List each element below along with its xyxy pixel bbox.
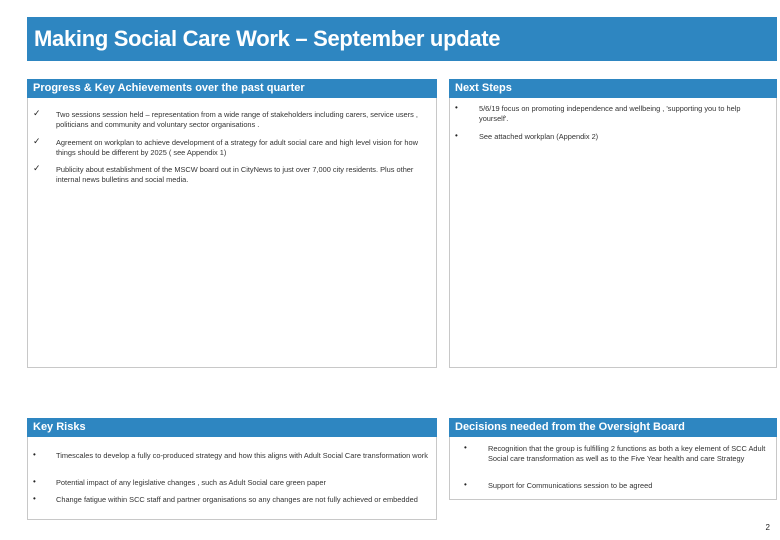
title-bar — [27, 17, 777, 61]
bullet-icon: • — [33, 477, 36, 486]
bullet-icon: • — [464, 480, 467, 489]
risk-item: Timescales to develop a fully co-produced strategy and how this aligns with Adult Social Care transformation work — [56, 451, 428, 460]
risk-item: Potential impact of any legislative changes , such as Adult Social care green paper — [56, 478, 326, 487]
check-icon: ✓ — [33, 163, 41, 173]
bullet-icon: • — [33, 494, 36, 503]
bullet-icon: • — [455, 103, 458, 112]
page-number: 2 — [765, 523, 770, 532]
decision-item: Support for Communications session to be agreed — [488, 481, 653, 490]
progress-item: Agreement on workplan to achieve development of a strategy for adult social care and high level vision for how things should be different by 2025 ( see Appendix 1) — [56, 138, 418, 157]
bullet-icon: • — [455, 131, 458, 140]
decisions-heading: Decisions needed from the Oversight Board — [449, 418, 777, 437]
bullet-icon: • — [33, 450, 36, 459]
risks-heading: Key Risks — [27, 418, 437, 437]
progress-heading: Progress & Key Achievements over the past quarter — [27, 79, 437, 98]
check-icon: ✓ — [33, 108, 41, 118]
decision-item: Recognition that the group is fulfilling 2 functions as both a key element of SCC Adult Social care transformation as well as to the Five Year health and care Strategy — [488, 444, 766, 463]
next-step-item: See attached workplan (Appendix 2) — [479, 132, 599, 141]
next-steps-heading: Next Steps — [449, 79, 777, 98]
progress-item: Publicity about establishment of the MSCW board out in CityNews to just over 7,000 city residents. Plus other internal news bulletins and social media. — [56, 165, 414, 184]
next-step-item: 5/6/19 focus on promoting independence and wellbeing , 'supporting you to help yourself'. — [479, 104, 741, 123]
progress-item: Two sessions session held – representation from a wide range of stakeholders including carers, service users , politicians and community and voluntary sector organisations . — [56, 110, 418, 129]
page-title: Making Social Care Work – September update — [34, 26, 501, 51]
bullet-icon: • — [464, 443, 467, 452]
check-icon: ✓ — [33, 136, 41, 146]
risk-item: Change fatigue within SCC staff and partner organisations so any changes are not fully achieved or embedded — [56, 495, 418, 504]
